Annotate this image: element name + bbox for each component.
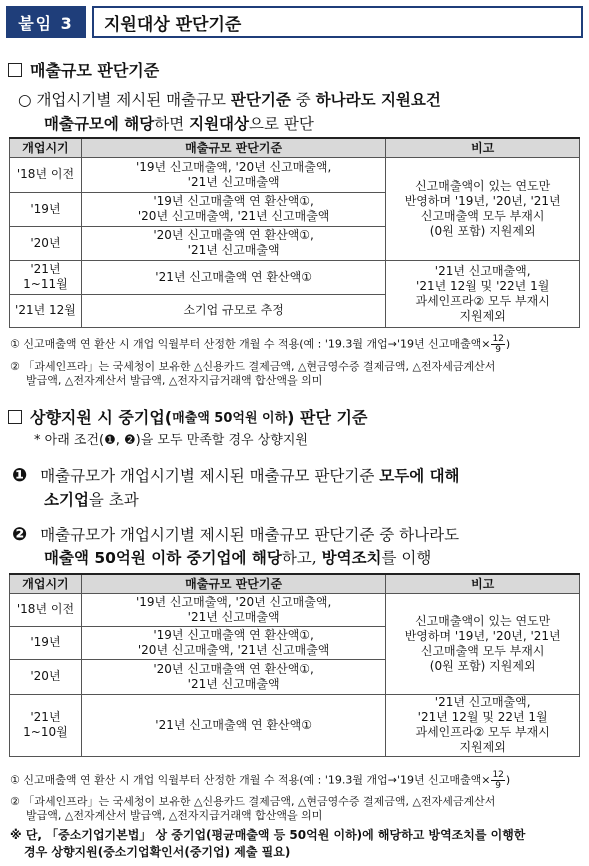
period-cell: '20년 [10,659,82,694]
criteria-cell: '19년 신고매출액, '20년 신고매출액, '21년 신고매출액 [81,593,385,626]
period-cell: '21년 12월 [10,294,82,327]
final-remark: ※ 단, 「중소기업기본법」 상 중기업(평균매출액 등 50억원 이하)에 해당하고 방역조치를 이행한 경우 상향지원(중소기업확인서(중기업) 제출 필요) [10,828,526,859]
page-header [6,6,583,38]
remark-cell: '21년 신고매출액, '21년 12월 및 22년 1월 과세인프라② 모두 부재시 지원제외 [386,694,580,756]
footnote-2: ② 「과세인프라」는 국세청이 보유한 △신용카드 결제금액, △현금영수증 결제금액, △전자세금계산서 발급액, △전자계산서 발급액, △전자지급거래액 합산액을 의미 [10,795,496,822]
period-cell: '19년 [10,192,82,226]
criteria-cell: '19년 신고매출액, '20년 신고매출액, '21년 신고매출액 [81,157,385,192]
criteria-cell: '19년 신고매출액 연 환산액①, '20년 신고매출액, '21년 신고매출액 [81,626,385,659]
section1-intro-line2: 매출규모에 해당하면 지원대상으로 판단 [44,115,314,133]
criteria-table-2 [9,573,580,757]
section1-heading: 매출규모 판단기준 [8,58,159,81]
footnote-2: ② 「과세인프라」는 국세청이 보유한 △신용카드 결제금액, △현금영수증 결제금액, △전자세금계산서 발급액, △전자계산서 발급액, △전자지급거래액 합산액을 의미 [10,360,496,387]
period-cell: '20년 [10,226,82,260]
remark-cell: 신고매출액이 있는 연도만 반영하며 '19년, '20년, '21년 신고매출액 모두 부재시 (0원 포함) 지원제외 [386,593,580,694]
criteria-cell: 소기업 규모로 추정 [81,294,385,327]
table-row [10,593,580,626]
col-header-remark: 비고 [386,138,580,157]
remark-cell: '21년 신고매출액, '21년 12월 및 '22년 1월 과세인프라② 모두 부재시 지원제외 [386,260,580,327]
period-cell: '18년 이전 [10,593,82,626]
col-header-period: 개업시기 [10,574,82,593]
table-row [10,260,580,294]
section1-intro-line1: ○ 개업시기별 제시된 매출규모 판단기준 중 하나라도 지원요건 [18,91,441,109]
checkbox-square-icon [8,63,22,77]
number-1-icon: ❶ [12,465,28,486]
period-cell: '21년 1~11월 [10,260,82,294]
fraction: $\frac{12}{9}$ [492,770,504,791]
remark-cell: 신고매출액이 있는 연도만 반영하며 '19년, '20년, '21년 신고매출액 모두 부재시 (0원 포함) 지원제외 [386,157,580,260]
table-row [10,694,580,756]
criteria-cell: '19년 신고매출액 연 환산액①, '20년 신고매출액, '21년 신고매출액 [81,192,385,226]
condition-2-line1: ❷ 매출규모가 개업시기별 제시된 매출규모 판단기준 중 하나라도 [12,524,460,545]
col-header-criteria: 매출규모 판단기준 [81,574,385,593]
criteria-cell: '21년 신고매출액 연 환산액① [81,260,385,294]
period-cell: '18년 이전 [10,157,82,192]
criteria-table-1 [9,137,580,328]
table-row [10,157,580,192]
col-header-remark: 비고 [386,574,580,593]
criteria-cell: '21년 신고매출액 연 환산액① [81,694,385,756]
footnote-1: ① 신고매출액 연 환산 시 개업 익월부터 산정한 개월 수 적용(예 : '19.3월 개업→'19년 신고매출액× $\frac{12}{9}$ ) [10,334,511,355]
section2-heading: 상향지원 시 중기업( 매출액 50억원 이하 ) 판단 기준 [8,405,367,428]
condition-1-line1: ❶ 매출규모가 개업시기별 제시된 매출규모 판단기준 모두에 대해 [12,465,460,486]
criteria-cell: '20년 신고매출액 연 환산액①, '21년 신고매출액 [81,659,385,694]
period-cell: '19년 [10,626,82,659]
fraction: $\frac{12}{9}$ [492,334,504,355]
footnote-1: ① 신고매출액 연 환산 시 개업 익월부터 산정한 개월 수 적용(예 : '19.3월 개업→'19년 신고매출액× $\frac{12}{9}$ ) [10,770,511,791]
col-header-period: 개업시기 [10,138,82,157]
section2-subnote: * 아래 조건(❶, ❷)을 모두 만족할 경우 상향지원 [34,433,308,448]
attachment-badge: 붙임 3 [6,6,86,38]
criteria-cell: '20년 신고매출액 연 환산액①, '21년 신고매출액 [81,226,385,260]
checkbox-square-icon [8,410,22,424]
page-title: 지원대상 판단기준 [92,6,583,38]
col-header-criteria: 매출규모 판단기준 [81,138,385,157]
number-2-icon: ❷ [12,524,28,545]
period-cell: '21년 1~10월 [10,694,82,756]
condition-2-line2: 매출액 50억원 이하 중기업에 해당하고, 방역조치를 이행 [44,549,432,567]
condition-1-line2: 소기업을 초과 [44,491,139,509]
